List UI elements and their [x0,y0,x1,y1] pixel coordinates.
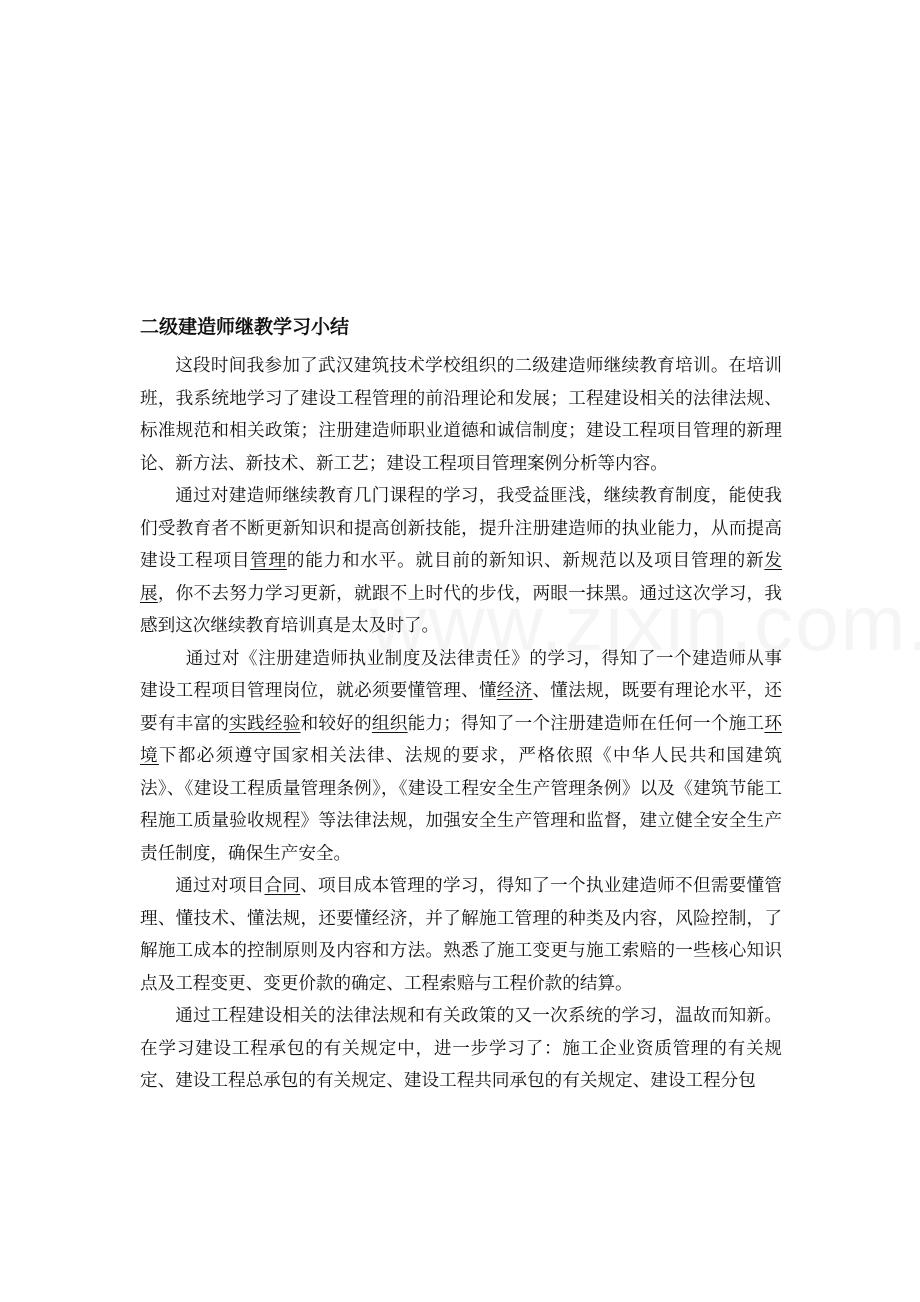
paragraph-list [140,350,782,1098]
paragraph-text: 通过对建造师继续教育几门课程的学习，我受益匪浅，继续教育制度，能使我们受教育者不断更新知识和提高创新技能，提升注册建造师的执业能力，从而提高建设工程项目 [140,486,782,571]
underlined-term: 发展 [140,551,782,604]
paragraph-text: 能力；得知了一个注册建造师在任何一个施工 [407,713,765,734]
underlined-term: 合同 [264,876,301,896]
paragraph-text: 、项目成本管理的学习，得知了一个执业建造师不但需要懂管理、懂技术、懂法规，还要懂经济，并了解施工管理的种类及内容，风险控制，了解施工成本的控制原则及内容和方法。熟悉了施工变更与施工索赔的一些核心知识点及工程变更、变更价款的确定、工程索赔与工程价款的结算。 [140,876,782,994]
body-paragraph [140,480,782,643]
underlined-term: 组织 [371,713,408,734]
underlined-term: 管理 [250,551,287,571]
body-paragraph [140,1000,782,1098]
document-title: 二级建造师继教学习小结 [140,316,350,338]
underlined-term: 环境 [140,713,782,766]
paragraph-text: 下都必须遵守国家相关法律、法规的要求，严格依照《中华人民共和国建筑法》、《建设工程质量管理条例》，《建设工程安全生产管理条例》以及《建筑节能工程施工质量验收规程》等法律法规，加强安全生产管理和监督，建立健全安全生产责任制度，确保生产安全。 [140,746,782,864]
paragraph-text: 通过工程建设相关的法律法规和有关政策的又一次系统的学习，温故而知新。在学习建设工程承包的有关规定中，进一步学习了：施工企业资质管理的有关规定、建设工程总承包的有关规定、建设工程共同承包的有关规定、建设工程分包 [140,1006,782,1091]
paragraph-text: 通过对《注册建造师执业制度及法律责任》的学习，得知了一个建造师从事建设工程项目管理岗位，就必须要懂管理、懂 [140,648,782,701]
document-body [140,310,782,1098]
paragraph-text: ，你不去努力学习更新，就跟不上时代的步伐，两眼一抹黑。通过这次学习，我感到这次继续教育培训真是太及时了。 [140,583,782,636]
body-paragraph [140,350,782,480]
paragraph-text: 的能力和水平。就目前的新知识、新规范以及项目管理的新 [286,551,765,571]
paragraph-text: 、懂法规，既要有理论水平，还要有丰富的 [140,681,782,734]
body-paragraph [140,643,782,871]
paragraph-text: 通过对项目 [175,876,265,896]
paragraph-text: 和较好的 [300,713,372,734]
body-paragraph [140,870,782,1000]
underlined-term: 实践经验 [229,713,301,734]
paragraph-text: 这段时间我参加了武汉建筑技术学校组织的二级建造师继续教育培训。在培训班，我系统地学习了建设工程管理的前沿理论和发展；工程建设相关的法律法规、标准规范和相关政策；注册建造师职业道德和诚信制度；建设工程项目管理的新理论、新方法、新技术、新工艺；建设工程项目管理案例分析等内容。 [140,356,782,474]
underlined-term: 经济 [496,681,533,701]
